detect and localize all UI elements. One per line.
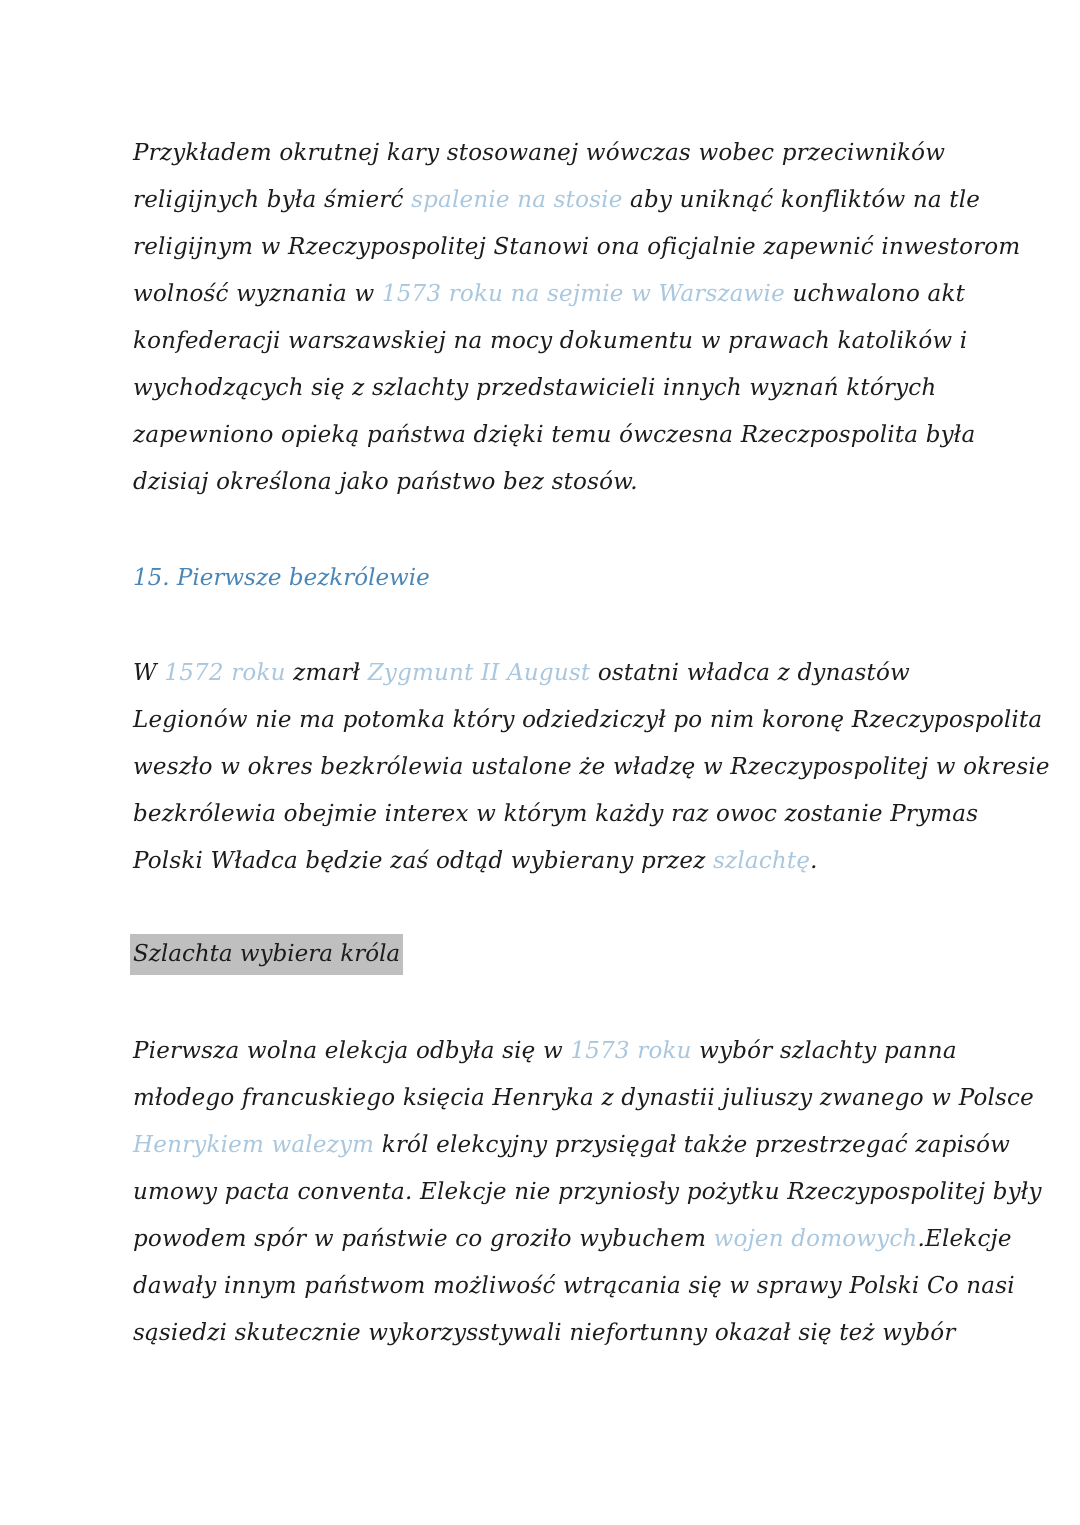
text-run: wolność wyznania w bbox=[133, 281, 382, 307]
text-run: dzisiaj określona jako państwo bez stosów. bbox=[133, 469, 638, 495]
text-run: wybór szlachty panna bbox=[691, 1038, 957, 1064]
text-run: powodem spór w państwie co groziło wybuchem bbox=[133, 1226, 714, 1252]
text-line bbox=[133, 1310, 963, 1357]
text-line bbox=[133, 1075, 1034, 1122]
text-run: konfederacji warszawskiej na mocy dokumentu w prawach katolików i bbox=[133, 328, 968, 354]
text-run: .Elekcje bbox=[917, 1226, 1012, 1252]
text-run: zapewniono opieką państwa dzięki temu ówczesna Rzeczpospolita była bbox=[133, 422, 976, 448]
text-line bbox=[133, 412, 976, 459]
text-line bbox=[133, 697, 1043, 744]
text-run: bezkrólewia obejmie interex w którym każdy raz owoc zostanie Prymas bbox=[133, 801, 979, 827]
text-line bbox=[133, 1169, 1042, 1216]
text-run: wychodzących się z szlachty przedstawicieli innych wyznań których bbox=[133, 375, 937, 401]
text-line bbox=[133, 365, 963, 412]
text-run: W bbox=[133, 660, 165, 686]
highlighted-subheading: Szlachta wybiera króla bbox=[130, 934, 403, 975]
text-run: Przykładem okrutnej kary stosowanej wówczas wobec przeciwników bbox=[133, 140, 946, 166]
text-run: sąsiedzi skutecznie wykorzysstywali niefortunny okazał się też wybór bbox=[133, 1320, 956, 1346]
text-run: zmarł bbox=[285, 660, 368, 686]
text-line bbox=[133, 791, 979, 838]
highlighted-term: spalenie na stosie bbox=[411, 187, 623, 213]
text-line bbox=[133, 1263, 1015, 1310]
text-run: król elekcyjny przysięgał także przestrzegać zapisów bbox=[374, 1132, 1011, 1158]
text-line bbox=[133, 318, 968, 365]
text-run: Polski Władca będzie zaś odtąd wybierany przez bbox=[133, 848, 714, 874]
text-line bbox=[133, 1122, 1011, 1169]
highlighted-term: Zygmunt II August bbox=[367, 660, 591, 686]
text-line bbox=[133, 271, 966, 318]
text-run: ostatni władca z dynastów bbox=[590, 660, 910, 686]
text-line bbox=[133, 224, 1021, 271]
text-run: religijnym w Rzeczypospolitej Stanowi ona oficjalnie zapewnić inwestorom bbox=[133, 234, 1021, 260]
paragraph-free-election bbox=[133, 1028, 1042, 1357]
paragraph-religious-tolerance bbox=[133, 130, 1021, 506]
text-line bbox=[133, 177, 981, 224]
section-heading: 15. Pierwsze bezkrólewie bbox=[133, 565, 430, 591]
text-run: Pierwsza wolna elekcja odbyła się w bbox=[133, 1038, 571, 1064]
text-run: Legionów nie ma potomka który odziedziczył po nim koronę Rzeczypospolita bbox=[133, 707, 1043, 733]
text-line bbox=[133, 650, 963, 697]
highlighted-term: 1572 roku bbox=[164, 660, 286, 686]
text-run: . bbox=[810, 848, 818, 874]
text-run: aby uniknąć konfliktów na tle bbox=[622, 187, 981, 213]
text-run: weszło w okres bezkrólewia ustalone że władzę w Rzeczypospolitej w okresie bbox=[133, 754, 1050, 780]
text-line bbox=[133, 744, 1050, 791]
text-line bbox=[133, 838, 963, 885]
paragraph-interregnum bbox=[133, 650, 1050, 885]
text-run: uchwalono akt bbox=[784, 281, 966, 307]
highlighted-term: Henrykiem walezym bbox=[133, 1132, 375, 1158]
text-run: umowy pacta conventa. Elekcje nie przyniosły pożytku Rzeczypospolitej były bbox=[133, 1179, 1042, 1205]
highlighted-term: wojen domowych bbox=[713, 1226, 918, 1252]
highlighted-term: szlachtę bbox=[713, 848, 811, 874]
text-line bbox=[133, 130, 963, 177]
text-line bbox=[133, 1216, 1012, 1263]
text-run: dawały innym państwom możliwość wtrącania się w sprawy Polski Co nasi bbox=[133, 1273, 1015, 1299]
text-line bbox=[133, 1028, 963, 1075]
highlighted-term: 1573 roku na sejmie w Warszawie bbox=[381, 281, 785, 307]
text-line bbox=[133, 459, 963, 506]
text-run: młodego francuskiego księcia Henryka z dynastii juliuszy zwanego w Polsce bbox=[133, 1085, 1034, 1111]
highlighted-term: 1573 roku bbox=[570, 1038, 692, 1064]
text-run: religijnych była śmierć bbox=[133, 187, 412, 213]
